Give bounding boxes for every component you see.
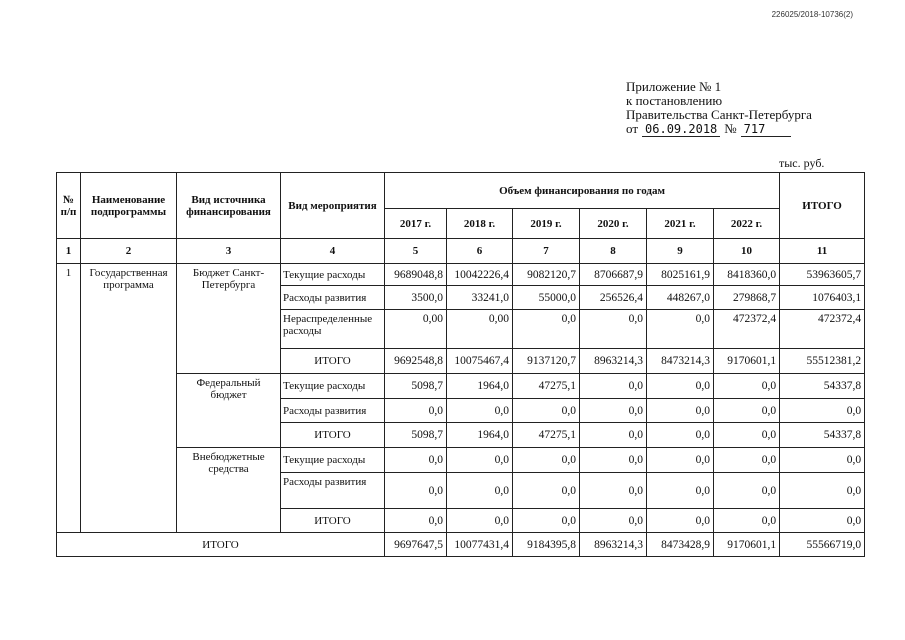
header-source: Вид источника финансирования — [177, 173, 281, 239]
value-cell: 0,0 — [385, 473, 447, 509]
appendix-line-1: Приложение № 1 — [626, 79, 722, 94]
value-cell: 1964,0 — [447, 374, 513, 399]
column-number: 7 — [513, 239, 580, 264]
header-subprogram: Наименование подпрограммы — [81, 173, 177, 239]
value-cell: 0,0 — [647, 310, 714, 349]
value-cell: 0,0 — [647, 509, 714, 533]
appendix-line-2: к постановлению — [626, 93, 723, 108]
value-cell: 0,0 — [580, 310, 647, 349]
total-cell: 1076403,1 — [780, 286, 865, 310]
grand-total-row — [57, 533, 865, 557]
value-cell: 9689048,8 — [385, 264, 447, 286]
subprogram-name: Государственная программа — [81, 264, 177, 533]
value-cell: 8473428,9 — [647, 533, 714, 557]
activity-label: Расходы развития — [281, 399, 385, 423]
value-cell: 9184395,8 — [513, 533, 580, 557]
value-cell: 5098,7 — [385, 423, 447, 448]
activity-label: Текущие расходы — [281, 264, 385, 286]
total-cell: 0,0 — [780, 399, 865, 423]
total-cell: 54337,8 — [780, 374, 865, 399]
value-cell: 0,0 — [714, 423, 780, 448]
value-cell: 0,0 — [580, 374, 647, 399]
column-number: 10 — [714, 239, 780, 264]
total-cell: 54337,8 — [780, 423, 865, 448]
value-cell: 8963214,3 — [580, 349, 647, 374]
value-cell: 0,0 — [647, 423, 714, 448]
activity-label: ИТОГО — [281, 349, 385, 374]
value-cell: 0,00 — [447, 310, 513, 349]
year-header: 2020 г. — [580, 209, 647, 239]
value-cell: 33241,0 — [447, 286, 513, 310]
column-number: 1 — [57, 239, 81, 264]
value-cell: 0,0 — [580, 509, 647, 533]
column-number: 4 — [281, 239, 385, 264]
value-cell: 0,0 — [647, 448, 714, 473]
value-cell: 0,0 — [647, 473, 714, 509]
year-header: 2017 г. — [385, 209, 447, 239]
appendix-ot: от — [626, 121, 639, 136]
activity-label: ИТОГО — [281, 423, 385, 448]
table-row — [57, 264, 865, 286]
appendix-line-3: Правительства Санкт-Петербурга — [626, 107, 812, 122]
value-cell: 8473214,3 — [647, 349, 714, 374]
value-cell: 8963214,3 — [580, 533, 647, 557]
grand-total-label: ИТОГО — [57, 533, 385, 557]
value-cell: 0,0 — [385, 448, 447, 473]
value-cell: 0,0 — [714, 473, 780, 509]
year-header: 2022 г. — [714, 209, 780, 239]
value-cell: 0,0 — [714, 448, 780, 473]
column-number: 3 — [177, 239, 281, 264]
total-cell: 55512381,2 — [780, 349, 865, 374]
value-cell: 8706687,9 — [580, 264, 647, 286]
total-cell: 55566719,0 — [780, 533, 865, 557]
activity-label: Текущие расходы — [281, 374, 385, 399]
value-cell: 9170601,1 — [714, 349, 780, 374]
value-cell: 0,0 — [513, 310, 580, 349]
value-cell: 1964,0 — [447, 423, 513, 448]
value-cell: 0,0 — [447, 509, 513, 533]
column-number: 5 — [385, 239, 447, 264]
table-row — [57, 374, 865, 399]
column-number: 11 — [780, 239, 865, 264]
value-cell: 448267,0 — [647, 286, 714, 310]
source-spb: Бюджет Санкт-Петербурга — [177, 264, 281, 374]
year-header: 2021 г. — [647, 209, 714, 239]
value-cell: 0,0 — [513, 399, 580, 423]
value-cell: 0,0 — [447, 399, 513, 423]
value-cell: 0,00 — [385, 310, 447, 349]
appendix-number: 717 — [741, 122, 792, 137]
value-cell: 0,0 — [385, 399, 447, 423]
value-cell: 9137120,7 — [513, 349, 580, 374]
activity-label: Расходы развития — [281, 286, 385, 310]
value-cell: 0,0 — [447, 473, 513, 509]
value-cell: 9082120,7 — [513, 264, 580, 286]
value-cell: 0,0 — [513, 509, 580, 533]
value-cell: 10077431,4 — [447, 533, 513, 557]
value-cell: 10075467,4 — [447, 349, 513, 374]
unit-label: тыс. руб. — [779, 156, 825, 170]
column-number: 8 — [580, 239, 647, 264]
value-cell: 47275,1 — [513, 374, 580, 399]
header-activity: Вид мероприятия — [281, 173, 385, 239]
value-cell: 0,0 — [647, 374, 714, 399]
column-number: 9 — [647, 239, 714, 264]
header-volume: Объем финансирования по годам — [385, 173, 780, 209]
value-cell: 0,0 — [580, 423, 647, 448]
activity-label: Расходы развития — [281, 473, 385, 509]
value-cell: 47275,1 — [513, 423, 580, 448]
value-cell: 0,0 — [647, 399, 714, 423]
value-cell: 10042226,4 — [447, 264, 513, 286]
column-number: 2 — [81, 239, 177, 264]
value-cell: 0,0 — [714, 399, 780, 423]
appendix-block — [626, 80, 812, 137]
activity-label: ИТОГО — [281, 509, 385, 533]
value-cell: 55000,0 — [513, 286, 580, 310]
value-cell: 279868,7 — [714, 286, 780, 310]
total-cell: 0,0 — [780, 448, 865, 473]
value-cell: 8025161,9 — [647, 264, 714, 286]
year-header: 2019 г. — [513, 209, 580, 239]
source-extrabudgetary: Внебюджетные средства — [177, 448, 281, 533]
value-cell: 0,0 — [580, 448, 647, 473]
value-cell: 0,0 — [385, 509, 447, 533]
total-cell: 472372,4 — [780, 310, 865, 349]
column-number: 6 — [447, 239, 513, 264]
value-cell: 0,0 — [580, 473, 647, 509]
value-cell: 0,0 — [714, 509, 780, 533]
value-cell: 0,0 — [513, 473, 580, 509]
appendix-line-4 — [626, 122, 812, 137]
value-cell: 9692548,8 — [385, 349, 447, 374]
activity-label: Текущие расходы — [281, 448, 385, 473]
document-id: 226025/2018-10736(2) — [771, 10, 853, 19]
total-cell: 0,0 — [780, 509, 865, 533]
column-number-row — [57, 239, 865, 264]
total-cell: 53963605,7 — [780, 264, 865, 286]
year-header: 2018 г. — [447, 209, 513, 239]
header-total: ИТОГО — [780, 173, 865, 239]
value-cell: 0,0 — [714, 374, 780, 399]
source-federal: Федеральный бюджет — [177, 374, 281, 448]
activity-label: Нераспределенные расходы — [281, 310, 385, 349]
value-cell: 256526,4 — [580, 286, 647, 310]
appendix-no-sign: № — [724, 121, 737, 136]
appendix-date: 06.09.2018 — [642, 122, 720, 137]
table-row — [57, 448, 865, 473]
value-cell: 472372,4 — [714, 310, 780, 349]
value-cell: 9170601,1 — [714, 533, 780, 557]
value-cell: 3500,0 — [385, 286, 447, 310]
value-cell: 0,0 — [447, 448, 513, 473]
header-row-1 — [57, 173, 865, 209]
value-cell: 9697647,5 — [385, 533, 447, 557]
value-cell: 8418360,0 — [714, 264, 780, 286]
value-cell: 5098,7 — [385, 374, 447, 399]
funding-table — [56, 172, 865, 557]
total-cell: 0,0 — [780, 473, 865, 509]
header-num: № п/п — [57, 173, 81, 239]
value-cell: 0,0 — [513, 448, 580, 473]
value-cell: 0,0 — [580, 399, 647, 423]
row-number: 1 — [57, 264, 81, 533]
